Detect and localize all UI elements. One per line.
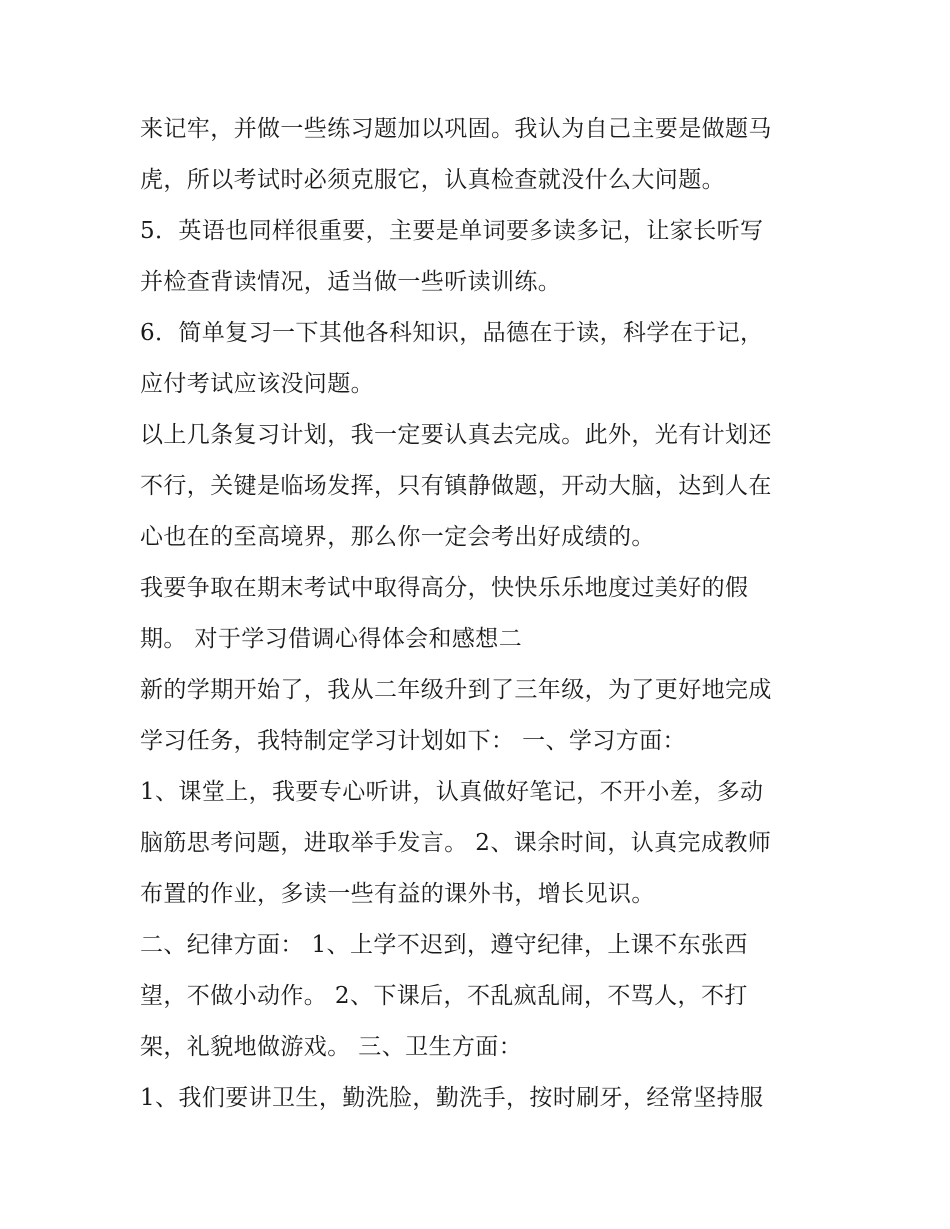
text-line-3: 5．英语也同样很重要，主要是单词要多读多记，让家长听写 bbox=[140, 218, 764, 244]
text-line-10: 我要争取在期末考试中取得高分，快快乐乐地度过美好的假 bbox=[140, 575, 749, 601]
text-line-8: 不行，关键是临场发挥，只有镇静做题，开动大脑，达到人在 bbox=[140, 473, 772, 499]
text-line-13: 学习任务，我特制定学习计划如下： 一、学习方面： bbox=[140, 728, 686, 754]
text-line-15: 脑筋思考问题，进取举手发言。 2、课余时间，认真完成教师 bbox=[140, 830, 772, 856]
text-line-12: 新的学期开始了，我从二年级升到了三年级，为了更好地完成 bbox=[140, 677, 772, 703]
text-line-4: 并检查背读情况，适当做一些听读训练。 bbox=[140, 269, 562, 295]
text-line-5: 6．简单复习一下其他各科知识，品德在于读，科学在于记， bbox=[140, 320, 764, 346]
text-line-18: 望，不做小动作。 2、下课后，不乱疯乱闹，不骂人，不打 bbox=[140, 983, 748, 1009]
text-line-14: 1、课堂上，我要专心听讲，认真做好笔记，不开小差，多动 bbox=[140, 779, 764, 805]
text-line-9: 心也在的至高境界，那么你一定会考出好成绩的。 bbox=[140, 524, 655, 550]
document-body bbox=[140, 104, 830, 1124]
text-line-7: 以上几条复习计划，我一定要认真去完成。此外，光有计划还 bbox=[140, 422, 772, 448]
text-line-2: 虎，所以考试时必须克服它，认真检查就没什么大问题。 bbox=[140, 167, 725, 193]
text-line-16: 布置的作业，多读一些有益的课外书，增长见识。 bbox=[140, 881, 655, 907]
text-line-6: 应付考试应该没问题。 bbox=[140, 371, 374, 397]
text-line-17: 二、纪律方面： 1、上学不迟到，遵守纪律，上课不东张西 bbox=[140, 932, 748, 958]
text-line-20: 1、我们要讲卫生，勤洗脸，勤洗手，按时刷牙，经常坚持服 bbox=[140, 1085, 764, 1111]
text-line-1: 来记牢，并做一些练习题加以巩固。我认为自己主要是做题马 bbox=[140, 116, 772, 142]
text-line-11: 期。 对于学习借调心得体会和感想二 bbox=[140, 626, 523, 652]
text-line-19: 架，礼貌地做游戏。 三、卫生方面： bbox=[140, 1034, 523, 1060]
